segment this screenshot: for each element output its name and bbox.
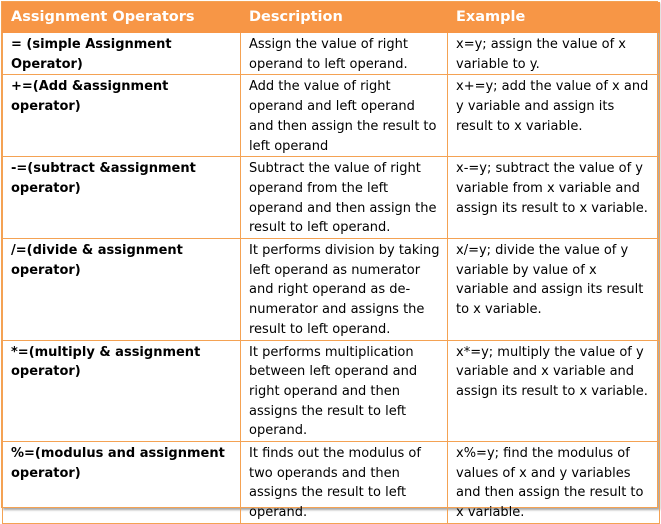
operator-cell: %=(modulus and assignment operator)	[3, 442, 241, 524]
operator-cell: = (simple Assignment Operator)	[3, 33, 241, 75]
description-cell: Assign the value of right operand to left operand.	[241, 33, 448, 75]
operator-cell: /=(divide & assignment operator)	[3, 239, 241, 341]
header-example: Example	[448, 3, 660, 33]
table-row	[3, 239, 660, 341]
header-description: Description	[241, 3, 448, 33]
example-cell: x/=y; divide the value of y variable by value of x variable and assign its result to x variable.	[448, 239, 660, 341]
operator-cell: +=(Add &assignment operator)	[3, 75, 241, 157]
table-row	[3, 442, 660, 524]
table-row	[3, 75, 660, 157]
header-row	[3, 3, 660, 33]
example-cell: x%=y; find the modulus of values of x and y variables and then assign the result to x variable.	[448, 442, 660, 524]
assignment-operators-table	[2, 2, 660, 524]
table-row	[3, 340, 660, 442]
description-cell: Subtract the value of right operand from the left operand and then assign the result to left operand.	[241, 157, 448, 239]
description-cell: It finds out the modulus of two operands and then assigns the result to left operand.	[241, 442, 448, 524]
operator-cell: -=(subtract &assignment operator)	[3, 157, 241, 239]
description-cell: It performs division by taking left operand as numerator and right operand as de-numerator and assigns the result to left operand.	[241, 239, 448, 341]
table-row	[3, 157, 660, 239]
example-cell: x=y; assign the value of x variable to y.	[448, 33, 660, 75]
table-row	[3, 33, 660, 75]
example-cell: x-=y; subtract the value of y variable from x variable and assign its result to x variable.	[448, 157, 660, 239]
example-cell: x+=y; add the value of x and y variable and assign its result to x variable.	[448, 75, 660, 157]
header-operators: Assignment Operators	[3, 3, 241, 33]
example-cell: x*=y; multiply the value of y variable and x variable and assign its result to x variable.	[448, 340, 660, 442]
operator-cell: *=(multiply & assignment operator)	[3, 340, 241, 442]
operators-table-frame	[1, 1, 658, 521]
description-cell: It performs multiplication between left operand and right operand and then assigns the result to left operand.	[241, 340, 448, 442]
description-cell: Add the value of right operand and left operand and then assign the result to left operand	[241, 75, 448, 157]
